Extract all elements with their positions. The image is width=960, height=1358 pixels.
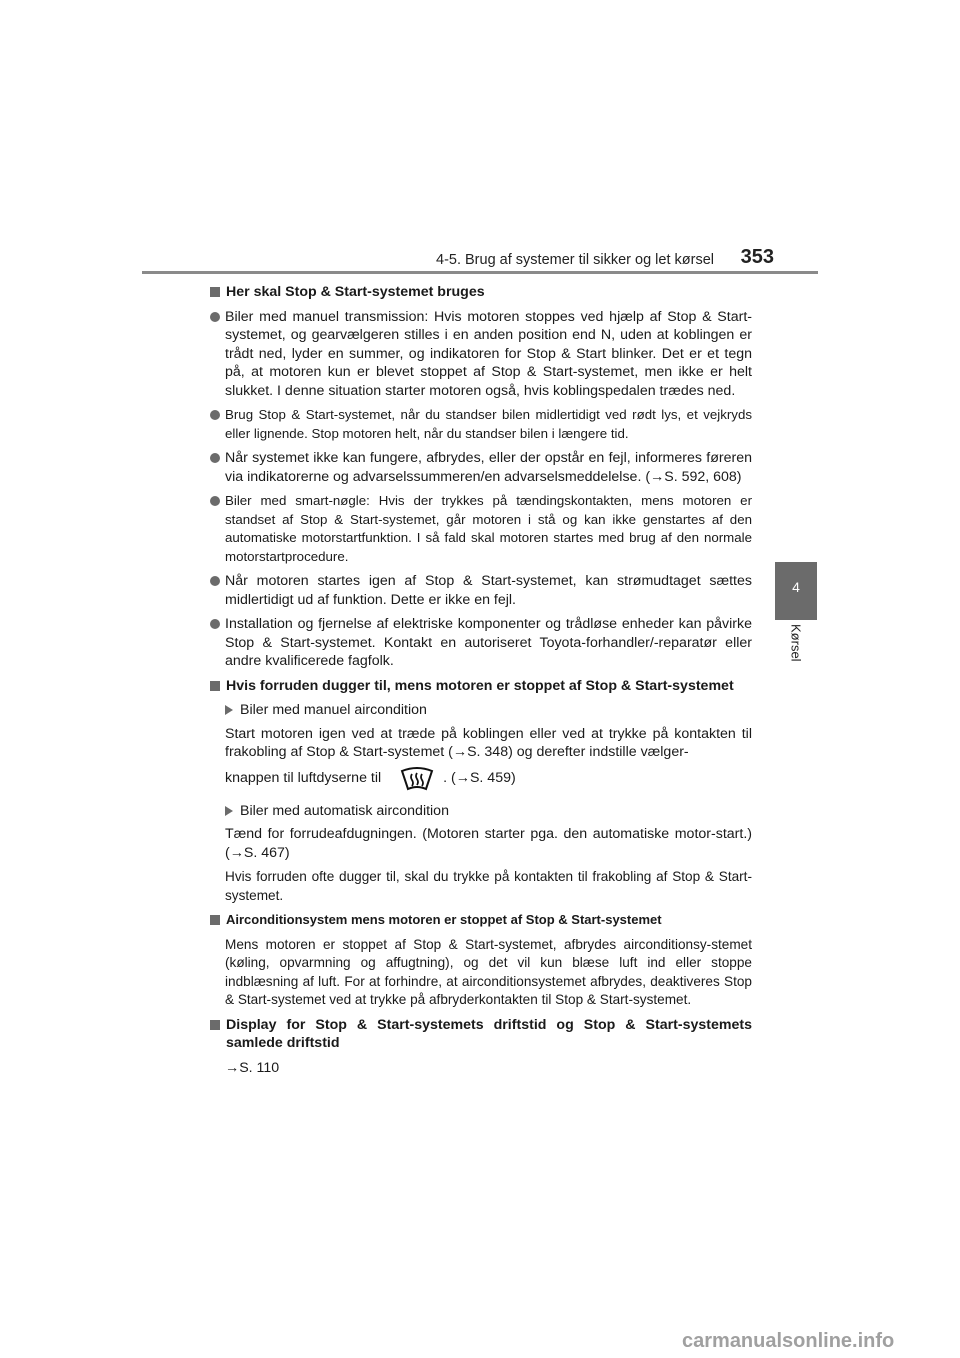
chapter-tab-number: 4 xyxy=(775,562,817,620)
list-item-text: Når systemet ikke kan fungere, afbrydes, eller der opstår en fejl, informeres føreren via indikatorerne og advarselssummeren/en advarselsmeddelelse. (→S. 592, 608) xyxy=(225,450,752,485)
section-heading xyxy=(210,677,752,696)
sub-heading-text: Biler med automatisk aircondition xyxy=(240,802,449,819)
sub-heading xyxy=(210,701,752,720)
heading-text: Hvis forruden dugger til, mens motoren er stoppet af Stop & Start-systemet xyxy=(226,677,734,694)
list-item xyxy=(210,406,752,443)
paragraph-with-icon xyxy=(210,762,752,796)
list-item-text: Biler med smart-nøgle: Hvis der trykkes på tændingskontakten, mens motoren er standset af Stop & Start-systemet, går motoren i stå og kan ikke genstartes af den automatiske motorstartfunktion. I så fald skal motoren startes med brug af den normale motorstartprocedure. xyxy=(225,493,752,564)
windshield-defroster-icon xyxy=(399,764,435,794)
circle-bullet-icon xyxy=(210,312,220,322)
square-bullet-icon xyxy=(210,1020,220,1030)
page-number: 353 xyxy=(740,246,774,268)
sub-heading xyxy=(210,802,752,821)
list-item xyxy=(210,615,752,671)
list-item-text: Installation og fjernelse af elektriske komponenter og trådløse enheder kan påvirke Stop & Start-systemet. Kontakt en autoriseret Toyota-forhandler/-reparatør eller andre kvalificerede fagfolk. xyxy=(225,616,752,669)
paragraph-text: knappen til luftdyserne til xyxy=(225,770,382,787)
watermark: carmanualsonline.info xyxy=(682,1330,895,1352)
list-item-text: Når motoren startes igen af Stop & Start-systemet, kan strømudtaget sættes midlertidigt ud af funktion. Dette er ikke en fejl. xyxy=(225,573,752,608)
list-item xyxy=(210,492,752,566)
paragraph: Mens motoren er stoppet af Stop & Start-systemet, afbrydes airconditionsy-stemet (køling, opvarmning og affugtning), og det vil kun blæse luft ind eller stoppe indblæsning af luft. For at forhindre, at airconditionsystemet afbrydes, deaktiveres Stop & Start-systemet ved at trykke på afbryderkontakten til Stop & Start-systemet. xyxy=(225,936,752,1007)
list-item-text: Biler med manuel transmission: Hvis motoren stoppes ved hjælp af Stop & Start-systemet, og gearvælgeren stilles i en anden position end N, uden at koblingen er trådt ned, lyder en summer, og indikatoren for Stop & Start blinker. Det er et tegn på, at motoren kun er blevet stoppet af Stop & Start-systemet, men ikke er helt slukket. I denne situation starter motoren også, hvis koblingspedalen trædes ned. xyxy=(225,308,752,399)
square-bullet-icon xyxy=(210,681,220,691)
circle-bullet-icon xyxy=(210,619,220,629)
square-bullet-icon xyxy=(210,915,220,925)
square-bullet-icon xyxy=(210,287,220,297)
section-title: 4-5. Brug af systemer til sikker og let kørsel xyxy=(436,252,714,268)
heading-text: Display for Stop & Start-systemets driftstid og Stop & Start-systemets samlede driftstid xyxy=(226,1016,752,1051)
triangle-bullet-icon xyxy=(225,705,233,715)
page-reference: →S. 110 xyxy=(225,1059,280,1076)
header-rule xyxy=(142,271,818,274)
section-heading xyxy=(210,283,752,302)
triangle-bullet-icon xyxy=(225,806,233,816)
circle-bullet-icon xyxy=(210,576,220,586)
chapter-tab-label xyxy=(775,620,817,708)
page-header xyxy=(142,240,818,276)
list-item xyxy=(210,308,752,401)
circle-bullet-icon xyxy=(210,453,220,463)
main-content xyxy=(210,283,752,1083)
section-heading xyxy=(210,1016,752,1053)
section-heading xyxy=(210,911,752,930)
heading-text: Airconditionsystem mens motoren er stoppet af Stop & Start-systemet xyxy=(226,912,662,927)
paragraph-text: . (→S. 459) xyxy=(443,770,516,787)
paragraph: Tænd for forrudeafdugningen. (Motoren starter pga. den automatiske motor-start.) (→S. 467) xyxy=(225,826,752,861)
heading-text: Her skal Stop & Start-systemet bruges xyxy=(226,284,485,300)
chapter-tab-label-text: Kørsel xyxy=(788,624,804,662)
paragraph: Start motoren igen ved at træde på koblingen eller ved at trykke på kontakten til frakobling af Stop & Start-systemet (→S. 348) og derefter indstille vælger- xyxy=(225,725,752,760)
circle-bullet-icon xyxy=(210,410,220,420)
circle-bullet-icon xyxy=(210,496,220,506)
paragraph: Hvis forruden ofte dugger til, skal du trykke på kontakten til frakobling af Stop & Start-systemet. xyxy=(225,869,752,903)
sub-heading-text: Biler med manuel aircondition xyxy=(240,702,427,718)
list-item-text: Brug Stop & Start-systemet, når du standser bilen midlertidigt ved rødt lys, et vejkryds eller lignende. Stop motoren helt, når du standser bilen i længere tid. xyxy=(225,407,752,441)
list-item xyxy=(210,572,752,609)
list-item xyxy=(210,449,752,486)
